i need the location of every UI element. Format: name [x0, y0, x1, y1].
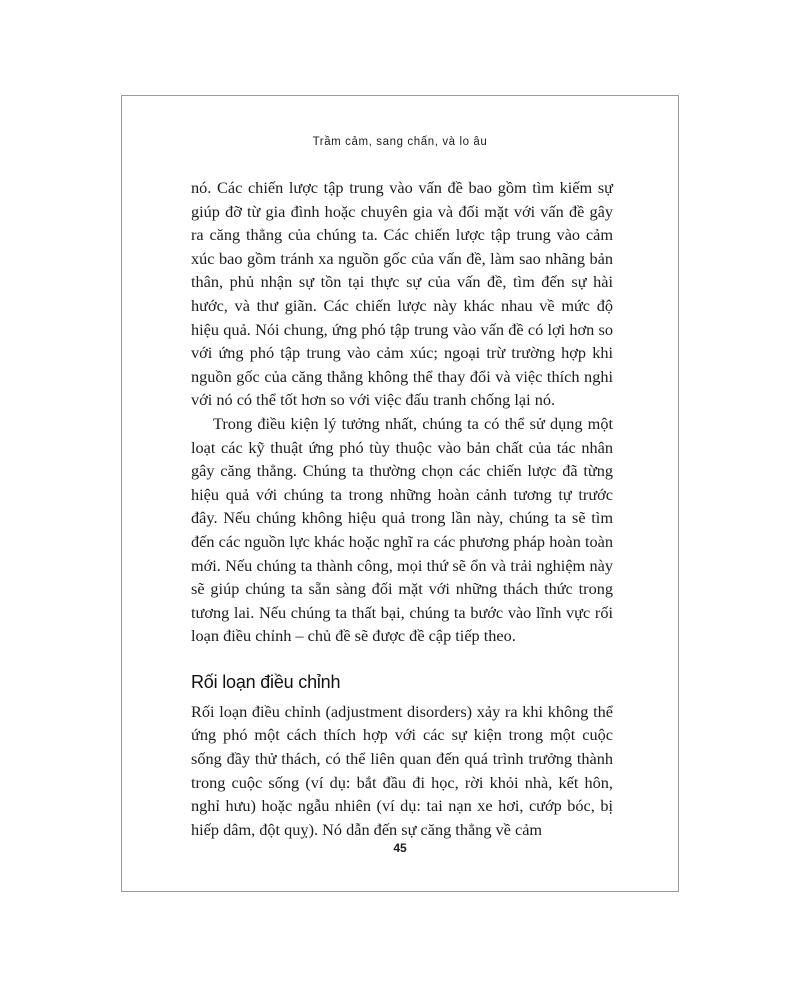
- page-number: 45: [393, 841, 407, 855]
- running-header: Trầm cảm, sang chấn, và lo âu: [312, 136, 488, 148]
- page-content: [191, 176, 613, 841]
- book-page: [121, 95, 679, 892]
- body-paragraph-2: Trong điều kiện lý tưởng nhất, chúng ta có thể sử dụng một loạt các kỹ thuật ứng phó tùy thuộc vào bản chất của tác nhân gây căng thẳng. Chúng ta thường chọn các chiến lược đã từng hiệu quả với chúng ta trong những hoàn cảnh tương tự trước đây. Nếu chúng không hiệu quả trong lần này, chúng ta sẽ tìm đến các nguồn lực khác hoặc nghĩ ra các phương pháp hoàn toàn mới. Nếu chúng ta thành công, mọi thứ sẽ ổn và trải nghiệm này sẽ giúp chúng ta sẵn sàng đối mặt với những thách thức trong tương lai. Nếu chúng ta thất bại, chúng ta bước vào lĩnh vực rối loạn điều chỉnh – chủ đề sẽ được đề cập tiếp theo.: [191, 413, 613, 646]
- body-paragraph-3: Rối loạn điều chỉnh (adjustment disorders) xảy ra khi không thể ứng phó một cách thích hợp với các sự kiện trong một cuộc sống đầy thử thách, có thể liên quan đến quá trình trưởng thành trong cuộc sống (ví dụ: bắt đầu đi học, rời khỏi nhà, kết hôn, nghỉ hưu) hoặc ngẫu nhiên (ví dụ: tai nạn xe hơi, cướp bóc, bị hiếp dâm, đột quỵ). Nó dẫn đến sự căng thẳng về cảm: [191, 701, 613, 839]
- section-heading: Rối loạn điều chỉnh: [191, 671, 341, 692]
- body-paragraph-1: nó. Các chiến lược tập trung vào vấn đề bao gồm tìm kiếm sự giúp đỡ từ gia đình hoặc chuyên gia và đối mặt với vấn đề gây ra căng thẳng của chúng ta. Các chiến lược tập trung vào cảm xúc bao gồm tránh xa nguồn gốc của vấn đề, làm sao nhãng bản thân, phủ nhận sự tồn tại thực sự của vấn đề, tìm đến sự hài hước, và thư giãn. Các chiến lược này khác nhau về mức độ hiệu quả. Nói chung, ứng phó tập trung vào vấn đề có lợi hơn so với ứng phó tập trung vào cảm xúc; ngoại trừ trường hợp khi nguồn gốc của căng thẳng không thể thay đổi và việc thích nghi với nó có thể tốt hơn so với việc đấu tranh chống lại nó.: [191, 178, 613, 410]
